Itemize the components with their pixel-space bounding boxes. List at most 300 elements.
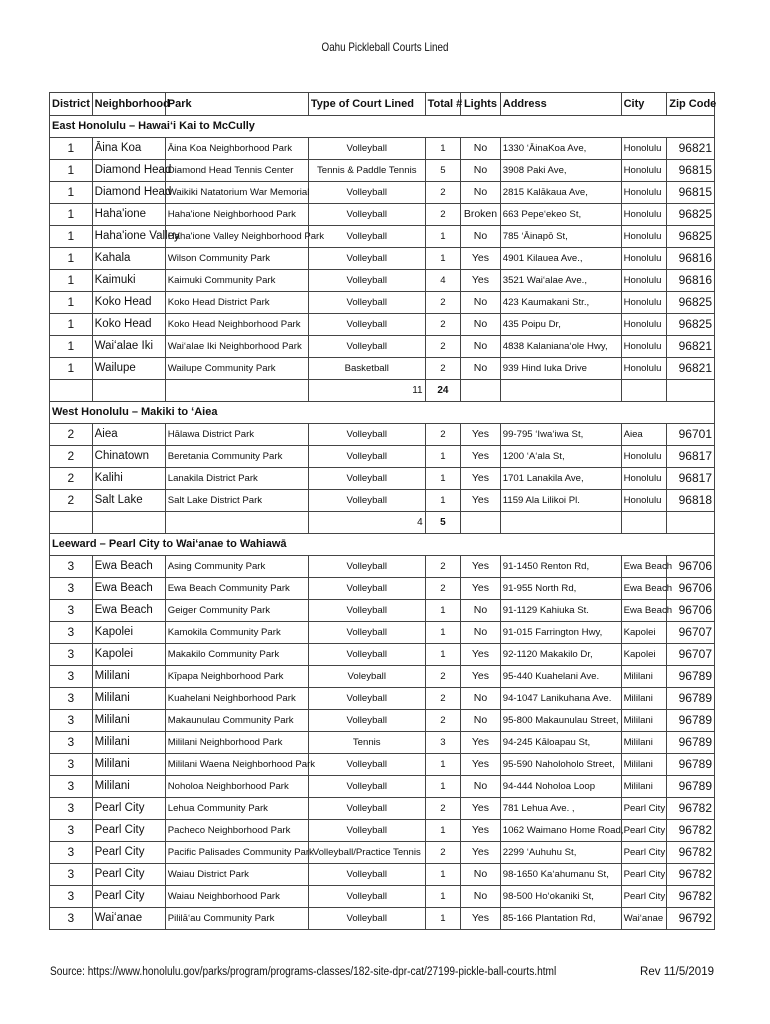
city-cell: Ewa Beach [621,578,667,600]
section-header-row [50,534,715,556]
park-cell: Pililāʻau Community Park [165,908,308,930]
zip-cell: 96789 [667,776,715,798]
city-cell: Honolulu [621,226,667,248]
address-cell: 95-590 Naholoholo Street, [500,754,621,776]
neighborhood-cell: Diamond Head [92,182,165,204]
total-cell: 2 [425,556,461,578]
city-cell: Honolulu [621,160,667,182]
empty-cell [165,380,308,402]
park-cell: Beretania Community Park [165,446,308,468]
city-cell: Honolulu [621,270,667,292]
address-cell: 91-1129 Kahiuka St. [500,600,621,622]
header-lights: Lights [461,93,501,116]
lights-cell: No [461,226,501,248]
district-cell: 3 [50,754,93,776]
park-cell: Salt Lake District Park [165,490,308,512]
court-type-cell: Volleyball [308,336,425,358]
city-cell: Mililani [621,732,667,754]
neighborhood-cell: Chinatown [92,446,165,468]
court-type-cell: Volleyball [308,248,425,270]
subtotal-courts: 5 [425,512,461,534]
table-row [50,182,715,204]
district-cell: 1 [50,226,93,248]
table-row [50,798,715,820]
park-cell: Wailupe Community Park [165,358,308,380]
empty-cell [92,380,165,402]
section-header-row [50,116,715,138]
table-row [50,732,715,754]
lights-cell: Broken [461,204,501,226]
district-cell: 2 [50,468,93,490]
page-title: Oahu Pickleball Courts Lined [321,40,449,54]
address-cell: 99-795 ʻIwaʻiwa St, [500,424,621,446]
court-type-cell: Volleyball [308,600,425,622]
lights-cell: Yes [461,820,501,842]
total-cell: 1 [425,886,461,908]
court-type-cell: Volleyball [308,490,425,512]
total-cell: 1 [425,776,461,798]
total-cell: 2 [425,798,461,820]
empty-cell [50,380,93,402]
subtotal-row [50,380,715,402]
total-cell: 2 [425,292,461,314]
table-row [50,864,715,886]
lights-cell: No [461,622,501,644]
table-row [50,908,715,930]
address-cell: 91-1450 Renton Rd, [500,556,621,578]
city-cell: Kapolei [621,644,667,666]
park-cell: Kīpapa Neighborhood Park [165,666,308,688]
table-row [50,666,715,688]
zip-cell: 96789 [667,754,715,776]
subtotal-courts: 24 [425,380,461,402]
city-cell: Honolulu [621,490,667,512]
table-row [50,644,715,666]
total-cell: 1 [425,138,461,160]
zip-cell: 96816 [667,248,715,270]
courts-table-body [50,93,715,930]
district-cell: 2 [50,424,93,446]
lights-cell: No [461,292,501,314]
neighborhood-cell: Waiʻalae Iki [92,336,165,358]
district-cell: 2 [50,490,93,512]
park-cell: Makaunulau Community Park [165,710,308,732]
address-cell: 1159 Ala Lilikoi Pl. [500,490,621,512]
address-cell: 91-015 Farrington Hwy, [500,622,621,644]
park-cell: Kamokila Community Park [165,622,308,644]
park-cell: Asing Community Park [165,556,308,578]
total-cell: 2 [425,358,461,380]
court-type-cell: Volleyball [308,468,425,490]
district-cell: 3 [50,666,93,688]
table-row [50,270,715,292]
empty-cell [500,512,621,534]
lights-cell: Yes [461,644,501,666]
zip-cell: 96825 [667,292,715,314]
header-neighborhood: Neighborhood [92,93,165,116]
address-cell: 4901 Kilauea Ave., [500,248,621,270]
neighborhood-cell: Mililani [92,754,165,776]
park-cell: Pacheco Neighborhood Park [165,820,308,842]
header-park: Park [165,93,308,116]
address-cell: 423 Kaumakani Str., [500,292,621,314]
zip-cell: 96782 [667,820,715,842]
district-cell: 3 [50,622,93,644]
city-cell: Honolulu [621,204,667,226]
zip-cell: 96815 [667,182,715,204]
address-cell: 92-1120 Makakilo Dr, [500,644,621,666]
court-type-cell: Volleyball [308,864,425,886]
neighborhood-cell: Kapolei [92,622,165,644]
district-cell: 3 [50,556,93,578]
lights-cell: Yes [461,908,501,930]
total-cell: 2 [425,688,461,710]
zip-cell: 96818 [667,490,715,512]
park-cell: Waiau District Park [165,864,308,886]
section-title: West Honolulu – Makiki to ʻAiea [50,402,715,424]
city-cell: Honolulu [621,446,667,468]
park-cell: Waiʻalae Iki Neighborhood Park [165,336,308,358]
city-cell: Honolulu [621,292,667,314]
header-city: City [621,93,667,116]
total-cell: 2 [425,578,461,600]
zip-cell: 96817 [667,446,715,468]
lights-cell: No [461,688,501,710]
zip-cell: 96701 [667,424,715,446]
header-court-type: Type of Court Lined [308,93,425,116]
zip-cell: 96789 [667,688,715,710]
address-cell: 939 Hind Iuka Drive [500,358,621,380]
empty-cell [165,512,308,534]
address-cell: 94-1047 Lanikuhana Ave. [500,688,621,710]
table-row [50,710,715,732]
address-cell: 1701 Lanakila Ave, [500,468,621,490]
empty-cell [92,512,165,534]
zip-cell: 96825 [667,226,715,248]
total-cell: 1 [425,226,461,248]
lights-cell: No [461,710,501,732]
court-type-cell: Volleyball [308,754,425,776]
total-cell: 1 [425,622,461,644]
neighborhood-cell: Kaimuki [92,270,165,292]
neighborhood-cell: Wailupe [92,358,165,380]
city-cell: Ewa Beach [621,556,667,578]
total-cell: 1 [425,908,461,930]
lights-cell: No [461,314,501,336]
district-cell: 3 [50,578,93,600]
district-cell: 1 [50,314,93,336]
address-cell: 3521 Waiʻalae Ave., [500,270,621,292]
lights-cell: No [461,160,501,182]
total-cell: 1 [425,820,461,842]
zip-cell: 96706 [667,556,715,578]
total-cell: 2 [425,182,461,204]
total-cell: 2 [425,842,461,864]
city-cell: Waiʻanae [621,908,667,930]
total-cell: 2 [425,710,461,732]
header-zip: Zip Code [667,93,715,116]
zip-cell: 96821 [667,138,715,160]
city-cell: Aiea [621,424,667,446]
table-row [50,490,715,512]
empty-cell [667,512,715,534]
city-cell: Pearl City [621,842,667,864]
neighborhood-cell: Kapolei [92,644,165,666]
source-footnote: Source: https://www.honolulu.gov/parks/program/programs-classes/182-site-dpr-cat/27199-pickle-ball-courts.html [50,966,557,978]
court-type-cell: Volleyball [308,314,425,336]
total-cell: 1 [425,600,461,622]
lights-cell: Yes [461,270,501,292]
empty-cell [461,512,501,534]
address-cell: 781 Lehua Ave. , [500,798,621,820]
empty-cell [50,512,93,534]
city-cell: Mililani [621,754,667,776]
city-cell: Honolulu [621,138,667,160]
table-row [50,292,715,314]
subtotal-row [50,512,715,534]
total-cell: 1 [425,468,461,490]
total-cell: 1 [425,248,461,270]
zip-cell: 96825 [667,204,715,226]
court-type-cell: Volleyball [308,138,425,160]
park-cell: Geiger Community Park [165,600,308,622]
lights-cell: No [461,138,501,160]
district-cell: 3 [50,710,93,732]
park-cell: Koko Head Neighborhood Park [165,314,308,336]
total-cell: 2 [425,314,461,336]
neighborhood-cell: Pearl City [92,798,165,820]
neighborhood-cell: Pearl City [92,886,165,908]
city-cell: Honolulu [621,358,667,380]
subtotal-parks: 4 [308,512,425,534]
city-cell: Mililani [621,776,667,798]
courts-table [49,92,715,930]
neighborhood-cell: Kalihi [92,468,165,490]
court-type-cell: Basketball [308,358,425,380]
zip-cell: 96817 [667,468,715,490]
total-cell: 1 [425,754,461,776]
lights-cell: Yes [461,490,501,512]
neighborhood-cell: Haha'ione Valley [92,226,165,248]
zip-cell: 96782 [667,886,715,908]
address-cell: 663 Pepeʻekeo St, [500,204,621,226]
city-cell: Ewa Beach [621,600,667,622]
neighborhood-cell: Pearl City [92,864,165,886]
district-cell: 3 [50,798,93,820]
address-cell: 3908 Paki Ave, [500,160,621,182]
lights-cell: Yes [461,754,501,776]
neighborhood-cell: Diamond Head [92,160,165,182]
district-cell: 3 [50,600,93,622]
table-row [50,358,715,380]
zip-cell: 96816 [667,270,715,292]
court-type-cell: Volleyball [308,820,425,842]
lights-cell: Yes [461,798,501,820]
lights-cell: Yes [461,732,501,754]
zip-cell: 96821 [667,358,715,380]
district-cell: 3 [50,842,93,864]
address-cell: 98-500 Hoʻokaniki St, [500,886,621,908]
district-cell: 1 [50,248,93,270]
lights-cell: Yes [461,666,501,688]
park-cell: Hālawa District Park [165,424,308,446]
total-cell: 1 [425,644,461,666]
address-cell: 94-444 Noholoa Loop [500,776,621,798]
court-type-cell: Volleyball [308,578,425,600]
lights-cell: Yes [461,842,501,864]
district-cell: 3 [50,820,93,842]
park-cell: Waiau Neighborhood Park [165,886,308,908]
city-cell: Mililani [621,710,667,732]
lights-cell: No [461,776,501,798]
city-cell: Mililani [621,688,667,710]
table-row [50,556,715,578]
total-cell: 1 [425,864,461,886]
zip-cell: 96782 [667,864,715,886]
table-row [50,160,715,182]
district-cell: 1 [50,336,93,358]
park-cell: Pacific Palisades Community Park [165,842,308,864]
total-cell: 2 [425,424,461,446]
district-cell: 3 [50,886,93,908]
neighborhood-cell: Āina Koa [92,138,165,160]
zip-cell: 96789 [667,710,715,732]
court-type-cell: Volleyball [308,622,425,644]
neighborhood-cell: Waiʻanae [92,908,165,930]
city-cell: Honolulu [621,182,667,204]
court-type-cell: Volleyball [308,710,425,732]
park-cell: Waikiki Natatorium War Memorial [165,182,308,204]
lights-cell: Yes [461,446,501,468]
city-cell: Honolulu [621,248,667,270]
address-cell: 85-166 Plantation Rd, [500,908,621,930]
table-row [50,336,715,358]
total-cell: 2 [425,336,461,358]
district-cell: 3 [50,688,93,710]
address-cell: 98-1650 Kaʻahumanu St, [500,864,621,886]
neighborhood-cell: Kahala [92,248,165,270]
park-cell: Lehua Community Park [165,798,308,820]
section-header-row [50,402,715,424]
court-type-cell: Volleyball [308,182,425,204]
neighborhood-cell: Ewa Beach [92,556,165,578]
header-district: District [50,93,93,116]
court-type-cell: Volleyball [308,292,425,314]
court-type-cell: Volleyball [308,556,425,578]
district-cell: 1 [50,182,93,204]
total-cell: 2 [425,204,461,226]
district-cell: 3 [50,776,93,798]
header-address: Address [500,93,621,116]
table-row [50,424,715,446]
table-row [50,138,715,160]
address-cell: 1200 ʻAʻala St, [500,446,621,468]
address-cell: 95-800 Makaunulau Street, [500,710,621,732]
zip-cell: 96706 [667,600,715,622]
zip-cell: 96815 [667,160,715,182]
neighborhood-cell: Haha'ione [92,204,165,226]
city-cell: Honolulu [621,314,667,336]
neighborhood-cell: Ewa Beach [92,600,165,622]
table-row [50,776,715,798]
lights-cell: Yes [461,468,501,490]
city-cell: Honolulu [621,336,667,358]
address-cell: 2299 ʻAuhuhu St, [500,842,621,864]
neighborhood-cell: Aiea [92,424,165,446]
total-cell: 1 [425,490,461,512]
table-row [50,226,715,248]
empty-cell [667,380,715,402]
address-cell: 435 Poipu Dr, [500,314,621,336]
table-row [50,578,715,600]
neighborhood-cell: Koko Head [92,292,165,314]
empty-cell [500,380,621,402]
park-cell: Noholoa Neighborhood Park [165,776,308,798]
court-type-cell: Volleyball [308,776,425,798]
address-cell: 91-955 North Rd, [500,578,621,600]
district-cell: 3 [50,732,93,754]
lights-cell: No [461,886,501,908]
zip-cell: 96707 [667,622,715,644]
district-cell: 1 [50,204,93,226]
zip-cell: 96792 [667,908,715,930]
court-type-cell: Volleyball/Practice Tennis [308,842,425,864]
lights-cell: No [461,864,501,886]
total-cell: 5 [425,160,461,182]
zip-cell: 96789 [667,732,715,754]
revision-date: Rev 11/5/2019 [640,966,714,978]
park-cell: Āina Koa Neighborhood Park [165,138,308,160]
court-type-cell: Volleyball [308,270,425,292]
zip-cell: 96782 [667,842,715,864]
table-row [50,600,715,622]
zip-cell: 96789 [667,666,715,688]
park-cell: Kaimuki Community Park [165,270,308,292]
table-row [50,468,715,490]
park-cell: Haha'ione Valley Neighborhood Park [165,226,308,248]
city-cell: Pearl City [621,886,667,908]
park-cell: Diamond Head Tennis Center [165,160,308,182]
total-cell: 1 [425,446,461,468]
court-type-cell: Tennis [308,732,425,754]
table-row [50,842,715,864]
lights-cell: Yes [461,578,501,600]
empty-cell [621,512,667,534]
zip-cell: 96825 [667,314,715,336]
empty-cell [461,380,501,402]
court-type-cell: Volleyball [308,226,425,248]
address-cell: 95-440 Kuahelani Ave. [500,666,621,688]
neighborhood-cell: Mililani [92,732,165,754]
total-cell: 3 [425,732,461,754]
neighborhood-cell: Ewa Beach [92,578,165,600]
park-cell: Haha'ione Neighborhood Park [165,204,308,226]
court-type-cell: Volleyball [308,908,425,930]
address-cell: 1062 Waimano Home Road, [500,820,621,842]
city-cell: Kapolei [621,622,667,644]
lights-cell: Yes [461,556,501,578]
park-cell: Kuahelani Neighborhood Park [165,688,308,710]
park-cell: Ewa Beach Community Park [165,578,308,600]
address-cell: 785 ʻĀinapō St, [500,226,621,248]
court-type-cell: Voleyball [308,666,425,688]
district-cell: 3 [50,908,93,930]
table-row [50,688,715,710]
neighborhood-cell: Mililani [92,710,165,732]
neighborhood-cell: Pearl City [92,842,165,864]
neighborhood-cell: Pearl City [92,820,165,842]
section-title: East Honolulu – Hawai‘i Kai to McCully [50,116,715,138]
